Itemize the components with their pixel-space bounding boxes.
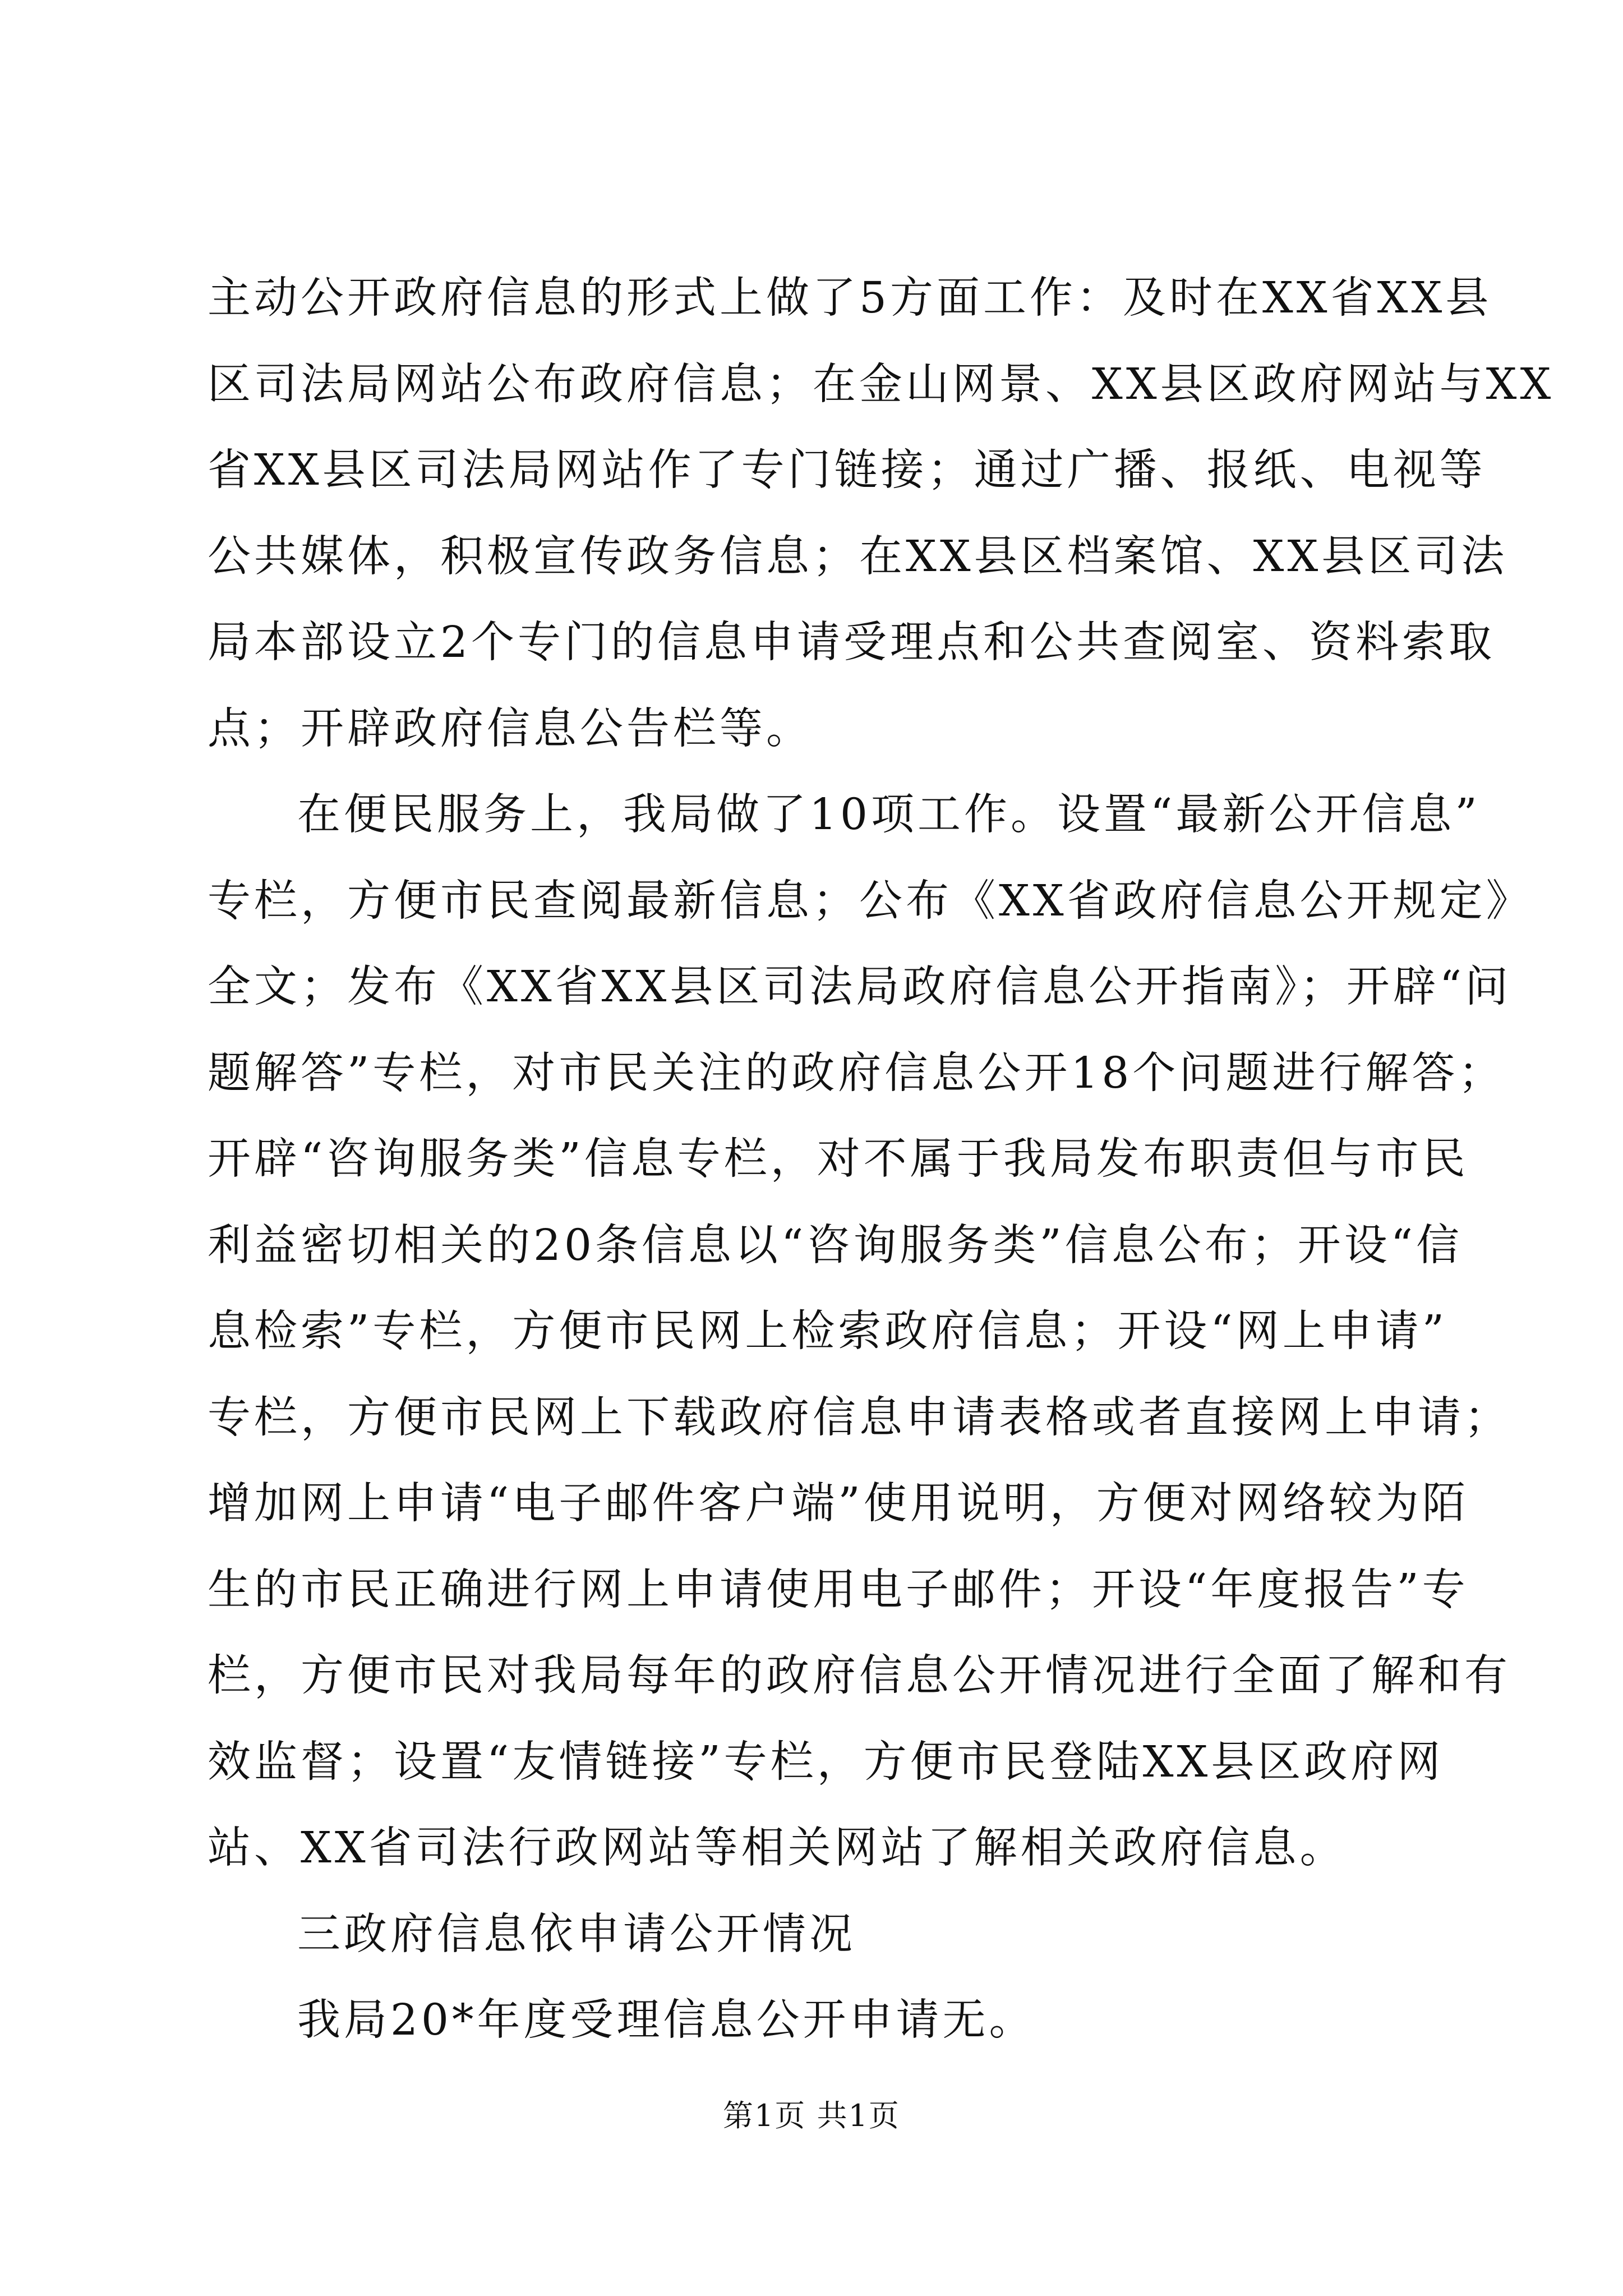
- text-line: 在便民服务上，我局做了10项工作。设置“最新公开信息”: [297, 790, 1481, 840]
- text-line: 开辟“咨询服务类”信息专栏，对不属于我局发布职责但与市民: [208, 1134, 1469, 1184]
- text-line: 专栏，方便市民网上下载政府信息申请表格或者直接网上申请；: [208, 1392, 1511, 1443]
- text-line: 专栏，方便市民查阅最新信息；公布《XX省政府信息公开规定》: [208, 876, 1533, 926]
- paragraph-form-of-disclosure: [208, 255, 1555, 772]
- text-line: 效监督；设置“友情链接”专栏，方便市民登陆XX县区政府网: [208, 1737, 1444, 1787]
- text-line: 生的市民正确进行网上申请使用电子邮件；开设“年度报告”专: [208, 1565, 1469, 1615]
- text-line: 局本部设立2个专门的信息申请受理点和公共查阅室、资料索取: [208, 618, 1495, 668]
- paragraph-application-status: 我局20*年度受理信息公开申请无。: [297, 1995, 1036, 2045]
- paragraph-public-service: [208, 772, 1533, 1892]
- document-body: [208, 255, 1555, 2064]
- text-line: 全文；发布《XX省XX县区司法局政府信息公开指南》；开辟“问: [208, 962, 1512, 1012]
- text-line: 主动公开政府信息的形式上做了5方面工作：及时在XX省XX县: [208, 273, 1492, 323]
- text-line: 站、XX省司法行政网站等相关网站了解相关政府信息。: [208, 1823, 1347, 1873]
- text-line: 增加网上申请“电子邮件客户端”使用说明，方便对网络较为陌: [208, 1479, 1469, 1529]
- section-heading: 三政府信息依申请公开情况: [297, 1909, 856, 1959]
- text-line: 息检索”专栏，方便市民网上检索政府信息；开设“网上申请”: [208, 1306, 1448, 1356]
- text-line: 栏，方便市民对我局每年的政府信息公开情况进行全面了解和有: [208, 1651, 1511, 1701]
- text-line: 区司法局网站公布政府信息；在金山网景、XX县区政府网站与XX: [208, 359, 1555, 409]
- text-line: 题解答”专栏，对市民关注的政府信息公开18个问题进行解答；: [208, 1048, 1505, 1098]
- text-line: 利益密切相关的20条信息以“咨询服务类”信息公布；开设“信: [208, 1220, 1463, 1271]
- text-line: 省XX县区司法局网站作了专门链接；通过广播、报纸、电视等: [208, 445, 1486, 495]
- text-line: 公共媒体，积极宣传政务信息；在XX县区档案馆、XX县区司法: [208, 531, 1508, 582]
- page-footer: 第1页 共1页: [723, 2098, 900, 2133]
- text-line: 点；开辟政府信息公告栏等。: [208, 703, 813, 754]
